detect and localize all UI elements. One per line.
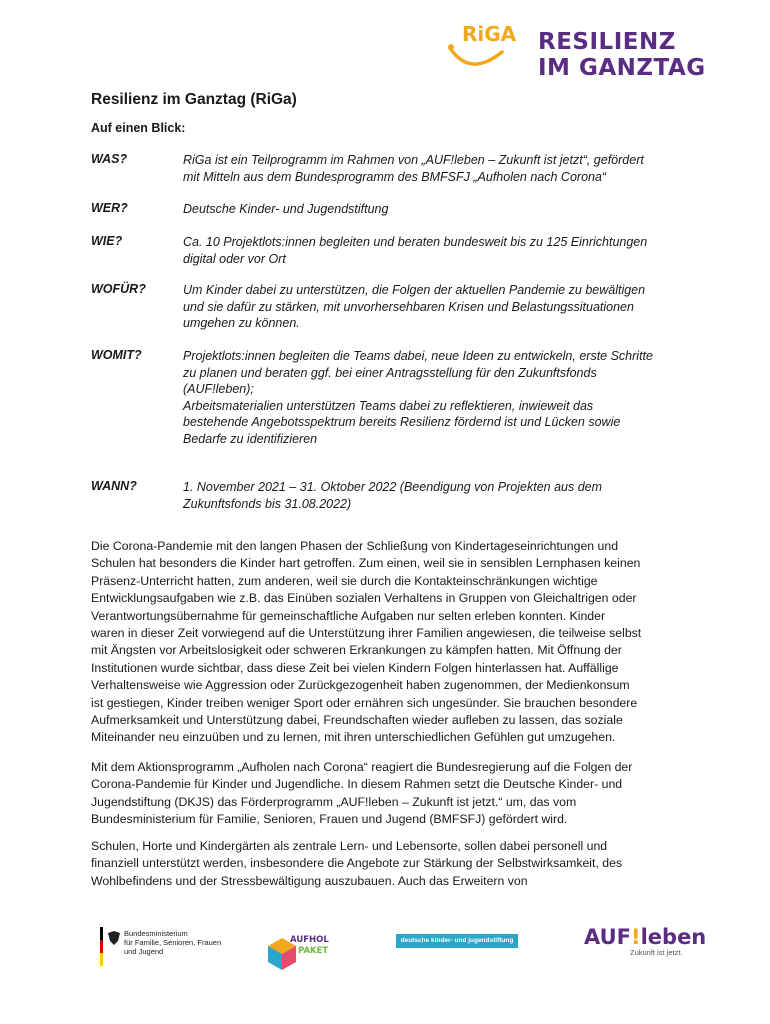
federal-eagle-icon <box>100 927 124 967</box>
row-label-was: WAS? <box>91 152 128 166</box>
aufholpaket-line-1: AUFHOL <box>290 935 329 945</box>
aufleben-tagline: Zukunft ist jetzt. <box>630 948 683 957</box>
bmfsfj-name: Bundesministerium für Familie, Senioren, Frauen und Jugend <box>124 929 222 956</box>
row-text-womit: Projektlots:innen begleiten die Teams dabei, neue Ideen zu entwickeln, erste Schritte zu planen und beraten ggf. bei einer Antragsstellung für den Zukunftsfonds (AUF!leben); Arbeitsmaterialien unterstützen Teams dabei zu reflektieren, inwieweit das bestehende Angebotsspektrum bereits Resilienz fördernd ist und Lücken sowie Bedarfe zu identifizieren <box>183 349 653 446</box>
row-label-wie: WIE? <box>91 234 123 248</box>
riga-logo <box>448 14 706 84</box>
bmfsfj-logo <box>100 927 230 967</box>
riga-arc-icon <box>450 48 502 64</box>
riga-logo-text: RiGA <box>462 22 517 46</box>
aufholpaket-logo <box>264 926 349 976</box>
aufleben-logo <box>584 925 707 965</box>
body-paragraph-1: Die Corona-Pandemie mit den langen Phasen der Schließung von Kindertageseinrichtungen und Schulen hat besonders die Kinder hart getroffen. Zum einen, weil sie in sensiblen Lernphasen keinen Präsenz-Unterricht hatten, zum anderen, weil sie durch die Kontakteinschränkungen wichtige Entwicklungsaufgaben wie z.B. das Einüben sozialen Verhaltens in Gruppen von Gleichaltrigen oder Verantwortungsübernahme für gemeinschaftliche Aufgaben nur selten erleben konnten. Kinder waren in dieser Zeit vorwiegend auf die Unterstützung ihrer Familien angewiesen, die teilweise selbst mit Ängsten vor Arbeitslosigkeit oder schweren Erkrankungen zu kämpfen hatten. Mit Öffnung der Institutionen wurde sichtbar, dass diese Zeit bei vielen Kindern Folgen hinterlassen hat. Auffällige Verhaltensweise wie Aggression oder Zurückgezogenheit haben zugenommen, der Medienkonsum ist gestiegen, Kinder treiben weniger Sport oder ernähren sich ungesünder. Sie brauchen besondere Aufmerksamkeit und Unterstützung dabei, Freundschaften wieder aufleben zu lassen, das soziale Miteinander neu einzuüben und zu lernen, mit ihren unterschiedlichen Gefühlen gut umzugehen. <box>91 539 642 745</box>
exclamation-icon: ! <box>631 925 641 949</box>
dkjs-logo: deutsche kinder- und jugendstiftung <box>396 934 518 948</box>
logo-line-2: IM GANZTAG <box>538 55 706 81</box>
logo-line-1: RESILIENZ <box>538 29 676 55</box>
overview-heading: Auf einen Blick: <box>91 121 186 135</box>
row-text-wie: Ca. 10 Projektlots:innen begleiten und beraten bundesweit bis zu 125 Einrichtungen digital oder vor Ort <box>183 235 648 266</box>
aufleben-wordmark: AUF!leben <box>584 925 707 949</box>
row-text-wer: Deutsche Kinder- und Jugendstiftung <box>183 202 389 216</box>
row-label-wer: WER? <box>91 201 128 215</box>
row-text-wann: 1. November 2021 – 31. Oktober 2022 (Beendigung von Projekten aus dem Zukunftsfonds bis 31.08.2022) <box>183 480 603 511</box>
aufholpaket-line-2: PAKET <box>298 946 329 956</box>
row-text-was: RiGa ist ein Teilprogramm im Rahmen von „AUF!leben – Zukunft ist jetzt“, gefördert mit Mitteln aus dem Bundesprogramm des BMFSFJ „Aufholen nach Corona“ <box>183 153 644 184</box>
document-title: Resilienz im Ganztag (RiGa) <box>91 91 297 108</box>
aufholpaket-cube-icon <box>264 926 349 976</box>
row-text-wofuer: Um Kinder dabei zu unterstützen, die Folgen der aktuellen Pandemie zu bewältigen und sie dafür zu stärken, mit unvorhersehbaren Krisen und Belastungssituationen umgehen zu können. <box>183 283 646 330</box>
row-label-wann: WANN? <box>91 479 137 493</box>
body-paragraph-3: Schulen, Horte und Kindergärten als zentrale Lern- und Lebensorte, sollen dabei personell und finanziell unterstützt werden, insbesondere die Angebote zur Stärkung der Selbstwirksamkeit, des Wohlbefindens und der Stressbewältigung auszubauen. Auch das Erweitern von <box>91 839 623 888</box>
row-label-wofuer: WOFÜR? <box>91 282 146 296</box>
body-paragraph-2: Mit dem Aktionsprogramm „Aufholen nach Corona“ reagiert die Bundesregierung auf die Folgen der Corona-Pandemie für Kinder und Jugendliche. In diesem Rahmen setzt die Deutsche Kinder- und Jugendstiftung (DKJS) das Förderprogramm „AUF!leben – Zukunft ist jetzt.“ um, das vom Bundesministerium für Familie, Senioren, Frauen und Jugend (BMFSFJ) gefördert wird. <box>91 760 633 827</box>
row-label-womit: WOMIT? <box>91 348 142 362</box>
riga-dot-icon <box>448 44 454 50</box>
